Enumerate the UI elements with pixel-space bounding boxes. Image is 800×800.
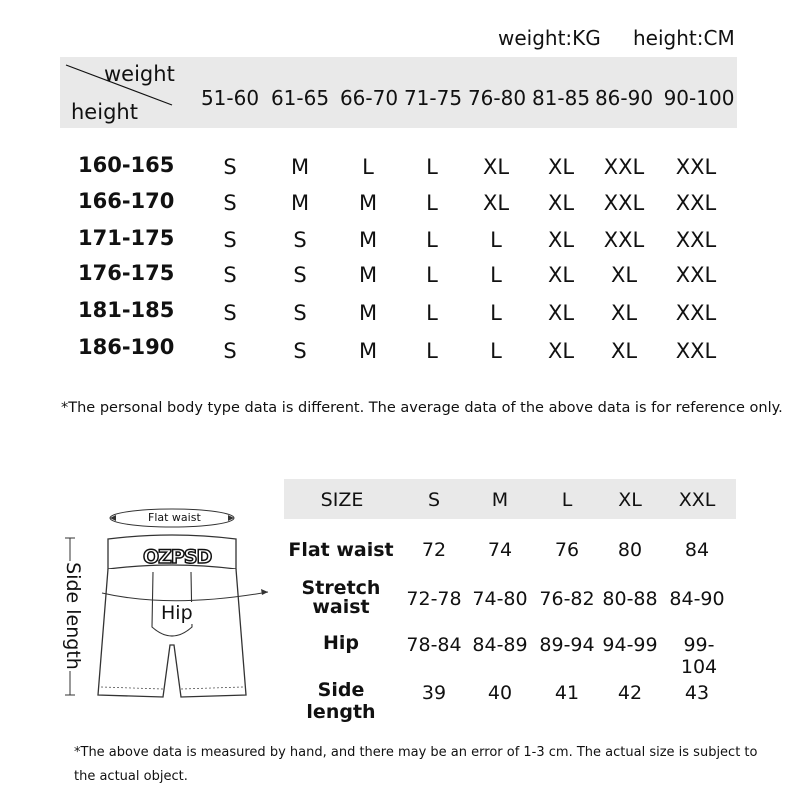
weight-unit: weight:KG: [498, 26, 601, 50]
measure-cell: 72: [421, 539, 447, 561]
size-cell: M: [358, 301, 378, 325]
size-cell: XL: [610, 301, 638, 325]
size-cell: M: [358, 228, 378, 252]
size-cell: XL: [547, 339, 575, 363]
side-length-label: Side length: [62, 562, 84, 670]
height-range: 181-185: [78, 298, 175, 322]
brand-logo: OZPSD: [143, 546, 212, 568]
size-cell: XXL: [675, 339, 717, 363]
size-cell: L: [490, 339, 502, 363]
weight-range: 86-90: [594, 86, 654, 110]
size-cell: XXL: [675, 263, 717, 287]
measure-cell: 84: [684, 539, 710, 561]
weight-range: 76-80: [467, 86, 527, 110]
size-cell: M: [358, 339, 378, 363]
size-cell: XL: [547, 263, 575, 287]
size-header-label: SIZE: [320, 489, 364, 511]
size-cell: XL: [547, 155, 575, 179]
size-cell: L: [426, 301, 438, 325]
size-cell: M: [290, 155, 310, 179]
size-cell: M: [290, 191, 310, 215]
size-cell: XXL: [675, 301, 717, 325]
size-cell: S: [223, 263, 237, 287]
corner-weight-label: weight: [104, 62, 175, 86]
measure-cell: 40: [487, 682, 513, 704]
size-cell: S: [223, 228, 237, 252]
measure-cell: 94-99: [602, 634, 658, 656]
measure-cell: 42: [617, 682, 643, 704]
weight-range: 71-75: [403, 86, 463, 110]
measure-label: Side length: [306, 679, 376, 723]
size-cell: XXL: [675, 228, 717, 252]
measure-note: [74, 741, 757, 789]
size-cell: XXL: [603, 155, 645, 179]
measure-cell: 76-82: [539, 588, 595, 610]
weight-range: 51-60: [200, 86, 260, 110]
measure-note-line: the actual object.: [74, 769, 188, 784]
size-cell: XL: [482, 191, 510, 215]
measure-cell: 74-80: [472, 588, 528, 610]
size-cell: S: [293, 339, 307, 363]
size-cell: S: [223, 191, 237, 215]
size-cell: L: [362, 155, 374, 179]
measure-cell: 39: [421, 682, 447, 704]
measure-label: [281, 579, 401, 617]
measure-cell: 89-94: [539, 634, 595, 656]
size-cell: L: [490, 301, 502, 325]
size-cell: L: [490, 263, 502, 287]
height-range: 160-165: [78, 153, 175, 177]
size-cell: XL: [547, 191, 575, 215]
size-header: L: [561, 489, 573, 511]
size-chart-note: *The personal body type data is different. The average data of the above data is for reference only.: [61, 400, 783, 416]
measure-cell: 76: [554, 539, 580, 561]
measure-label: Hip: [322, 632, 359, 654]
size-cell: XL: [610, 263, 638, 287]
weight-range: 66-70: [339, 86, 399, 110]
size-cell: XXL: [675, 155, 717, 179]
size-cell: L: [426, 191, 438, 215]
size-cell: L: [426, 263, 438, 287]
measure-cell: 41: [554, 682, 580, 704]
measure-note-line: *The above data is measured by hand, and there may be an error of 1-3 cm. The actual size is subject to: [74, 745, 758, 760]
size-cell: XL: [547, 301, 575, 325]
weight-range: 81-85: [531, 86, 591, 110]
size-cell: XL: [547, 228, 575, 252]
size-cell: S: [223, 155, 237, 179]
height-range: 166-170: [78, 189, 175, 213]
corner-height-label: height: [71, 100, 138, 124]
measure-cell: 72-78: [406, 588, 462, 610]
size-cell: XXL: [603, 191, 645, 215]
size-cell: S: [293, 263, 307, 287]
size-cell: L: [426, 155, 438, 179]
size-cell: L: [426, 228, 438, 252]
measure-cell: 74: [487, 539, 513, 561]
height-unit: height:CM: [633, 26, 735, 50]
height-range: 171-175: [78, 226, 175, 250]
weight-range: 61-65: [270, 86, 330, 110]
size-cell: XL: [610, 339, 638, 363]
measure-cell: 78-84: [406, 634, 462, 656]
hip-label: Hip: [158, 602, 196, 624]
measure-cell: 99-104: [680, 634, 718, 678]
size-header: XL: [618, 489, 642, 511]
size-cell: M: [358, 191, 378, 215]
height-range: 186-190: [78, 335, 175, 359]
size-header: M: [491, 489, 509, 511]
size-cell: XXL: [675, 191, 717, 215]
measure-cell: 84-90: [669, 588, 725, 610]
weight-range: 90-100: [663, 86, 735, 110]
size-cell: XL: [482, 155, 510, 179]
measure-cell: 80-88: [602, 588, 658, 610]
measure-cell: 84-89: [472, 634, 528, 656]
measure-label-line: waist: [312, 596, 370, 618]
size-cell: S: [223, 301, 237, 325]
size-cell: L: [490, 228, 502, 252]
measure-label-line: Stretch: [301, 577, 381, 599]
height-range: 176-175: [78, 261, 175, 285]
measure-cell: 80: [617, 539, 643, 561]
size-cell: L: [426, 339, 438, 363]
flat-waist-label: Flat waist: [148, 511, 201, 524]
size-cell: S: [293, 228, 307, 252]
size-cell: M: [358, 263, 378, 287]
size-cell: XXL: [603, 228, 645, 252]
size-cell: S: [223, 339, 237, 363]
measure-label: Flat waist: [288, 539, 394, 561]
size-header: XXL: [678, 489, 716, 511]
size-cell: S: [293, 301, 307, 325]
measure-cell: 43: [684, 682, 710, 704]
size-header: S: [427, 489, 441, 511]
